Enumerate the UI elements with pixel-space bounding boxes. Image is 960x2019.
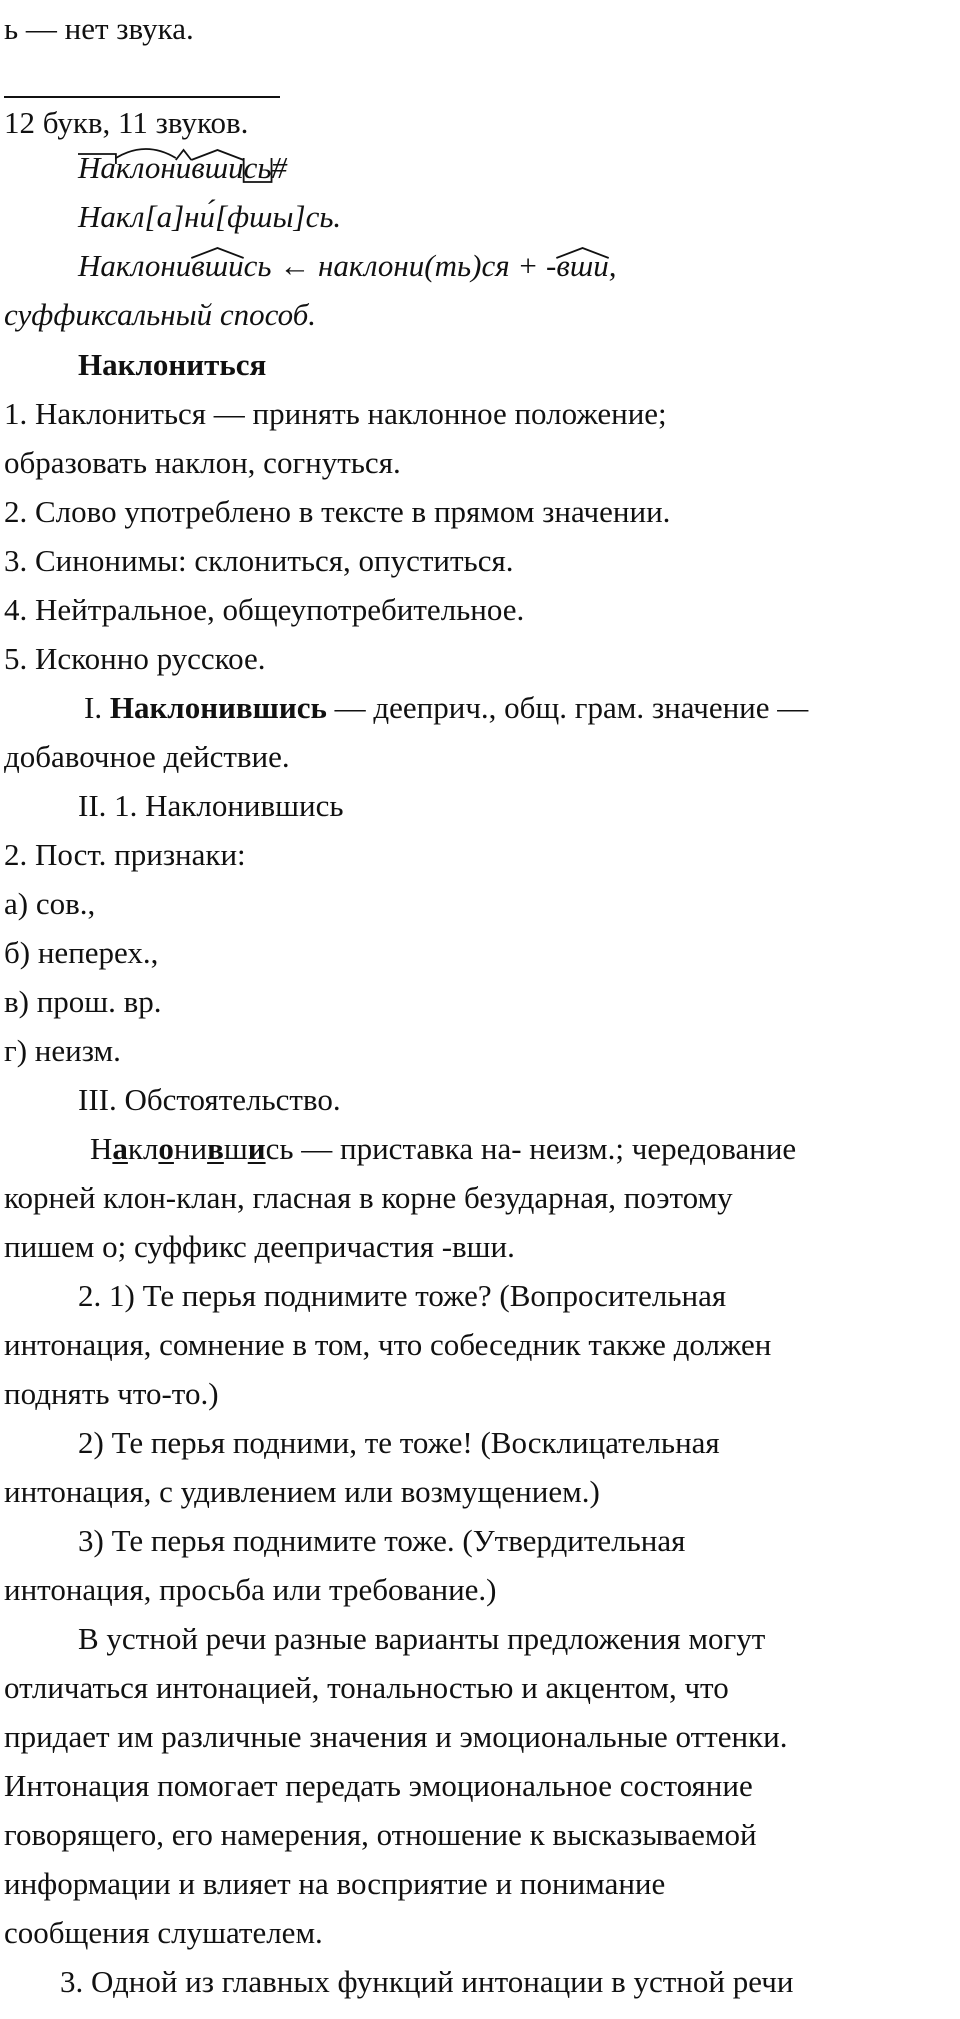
text-line: интонация, с удивлением или возмущением.) <box>4 1474 600 1509</box>
section-heading: Наклониться <box>78 347 267 382</box>
text-line: 1. Наклониться — принять наклонное положение; <box>4 396 667 431</box>
text-line: в) прош. вр. <box>4 984 162 1019</box>
text-line: 2. 1) Те перья поднимите тоже? (Вопросительная <box>78 1278 727 1313</box>
text-line: 3) Те перья поднимите тоже. (Утвердительная <box>78 1523 686 1558</box>
spelling-part: Н <box>90 1131 113 1166</box>
text-line: сообщения слушателем. <box>4 1915 323 1950</box>
text-line: Интонация помогает передать эмоциональное состояние <box>4 1768 753 1803</box>
derivation-tail: , <box>608 248 617 283</box>
text-line: интонация, просьба или требование.) <box>4 1572 497 1607</box>
text-line: поднять что-то.) <box>4 1376 219 1411</box>
derivation-line <box>78 246 616 286</box>
text-line: 12 букв, 11 звуков. <box>4 105 249 140</box>
text-line: б) неперех., <box>4 935 159 970</box>
text-line: пишем о; суффикс деепричастия -вши. <box>4 1229 515 1264</box>
morph-zero-ending: # <box>271 150 288 185</box>
text-line: 2) Те перья подними, те тоже! (Восклицательная <box>78 1425 720 1460</box>
text-line: III. Обстоятельство. <box>78 1082 341 1117</box>
spelling-part: ни <box>173 1131 208 1166</box>
text-line: 3. Одной из главных функций интонации в устной речи <box>60 1964 794 1999</box>
spelling-line <box>90 1129 796 1169</box>
morpheme-parse <box>78 148 287 188</box>
text-line: г) неизм. <box>4 1033 121 1068</box>
pos-number: I. <box>84 690 110 725</box>
text-line: информации и влияет на восприятие и понимание <box>4 1866 666 1901</box>
morph-suffix: вши <box>191 150 244 185</box>
spelling-part: ш <box>223 1131 248 1166</box>
text-line: образовать наклон, согнуться. <box>4 445 401 480</box>
pos-word: Наклонившись <box>109 690 327 725</box>
text-line: придает им различные значения и эмоциональные оттенки. <box>4 1719 788 1754</box>
text-line: а) сов., <box>4 886 96 921</box>
text-line: интонация, сомнение в том, что собеседник также должен <box>4 1327 772 1362</box>
text-line: добавочное действие. <box>4 739 290 774</box>
text-line: суффиксальный способ. <box>4 297 317 332</box>
text-line: 2. Слово употреблено в тексте в прямом значении. <box>4 494 671 529</box>
derivation-word-start: Наклони <box>78 248 192 283</box>
text-line: ь — нет звука. <box>4 11 194 46</box>
text-line: корней клон-клан, гласная в корне безударная, поэтому <box>4 1180 733 1215</box>
pos-line <box>84 688 808 728</box>
spelling-part: сь — приставка на- неизм.; чередование <box>265 1131 797 1166</box>
pos-rest: — дееприч., общ. грам. значение — <box>326 690 809 725</box>
spelling-highlight: о <box>158 1131 174 1166</box>
text-line: 2. Пост. признаки: <box>4 837 246 872</box>
derivation-formant: вши <box>556 248 609 283</box>
derivation-arrow: ← наклони(ть)ся + - <box>271 248 557 283</box>
morph-prefix: На <box>78 150 116 185</box>
separator-rule <box>4 96 280 98</box>
text-line: 4. Нейтральное, общеупотребительное. <box>4 592 525 627</box>
morph-suffix: и <box>175 150 192 185</box>
text-line: II. 1. Наклонившись <box>78 788 344 823</box>
text-line: В устной речи разные варианты предложения могут <box>78 1621 766 1656</box>
text-line: говорящего, его намерения, отношение к высказываемой <box>4 1817 757 1852</box>
spelling-part: кл <box>127 1131 159 1166</box>
spelling-highlight: и <box>247 1131 266 1166</box>
text-line: 3. Синонимы: склониться, опуститься. <box>4 543 514 578</box>
transcription-line: Накл[а]ни́[фшы]сь. <box>78 199 342 234</box>
spelling-highlight: в <box>207 1131 224 1166</box>
derivation-word-suffix: вши <box>191 248 244 283</box>
text-line: отличаться интонацией, тональностью и акцентом, что <box>4 1670 729 1705</box>
morph-root: клон <box>115 150 176 185</box>
text-line: 5. Исконно русское. <box>4 641 266 676</box>
morph-postfix: сь <box>243 150 272 185</box>
derivation-word-end: сь <box>243 248 272 283</box>
spelling-highlight: а <box>112 1131 128 1166</box>
